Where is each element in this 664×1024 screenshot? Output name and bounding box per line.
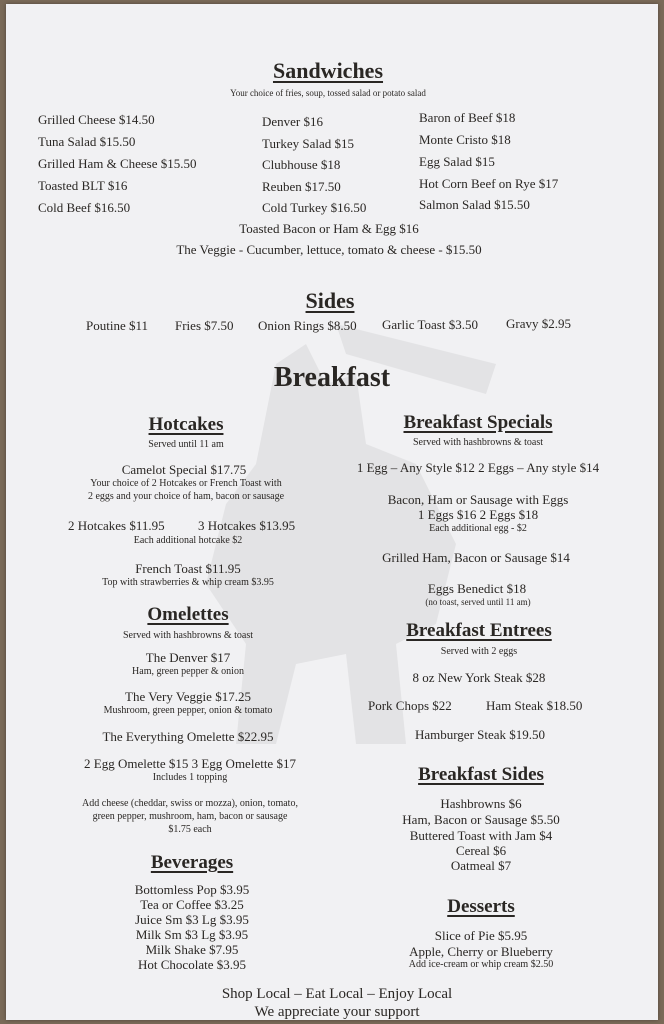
menu-item: Cold Beef $16.50 bbox=[38, 200, 131, 215]
menu-item: 2 Hotcakes $11.95 bbox=[68, 518, 165, 533]
menu-item: Denver $16 bbox=[262, 114, 324, 129]
item-description: 2 eggs and your choice of ham, bacon or sausage bbox=[87, 491, 285, 502]
item-description: $1.75 each bbox=[168, 824, 212, 835]
menu-item: Fries $7.50 bbox=[175, 318, 234, 333]
menu-item: Monte Cristo $18 bbox=[419, 132, 511, 147]
desserts-title: Desserts bbox=[447, 896, 515, 917]
menu-item: The Everything Omelette $22.95 bbox=[102, 729, 274, 744]
item-description: Apple, Cherry or Blueberry bbox=[409, 944, 553, 959]
menu-item: Ham Steak $18.50 bbox=[486, 698, 583, 713]
menu-item: Toasted Bacon or Ham & Egg $16 bbox=[239, 221, 419, 236]
menu-item: French Toast $11.95 bbox=[135, 561, 241, 576]
menu-item: Toasted BLT $16 bbox=[38, 178, 128, 193]
beverages-title: Beverages bbox=[150, 852, 234, 873]
footer-slogan: Shop Local – Eat Local – Enjoy Local bbox=[221, 986, 453, 1002]
menu-item: Slice of Pie $5.95 bbox=[434, 928, 528, 943]
menu-sheet bbox=[6, 4, 658, 1020]
item-description: Each additional hotcake $2 bbox=[133, 535, 243, 546]
menu-item: Hamburger Steak $19.50 bbox=[414, 727, 546, 742]
hotcakes-note: Served until 11 am bbox=[148, 439, 224, 450]
menu-item: Poutine $11 bbox=[86, 318, 148, 333]
menu-item: 8 oz New York Steak $28 bbox=[412, 670, 546, 685]
menu-item: Ham, Bacon or Sausage $5.50 bbox=[402, 812, 560, 827]
menu-item: Milk Shake $7.95 bbox=[145, 942, 239, 957]
menu-item: Cold Turkey $16.50 bbox=[262, 200, 367, 215]
menu-item: Hashbrowns $6 bbox=[440, 796, 522, 811]
menu-item: Egg Salad $15 bbox=[419, 154, 495, 169]
menu-item: 1 Eggs $16 2 Eggs $18 bbox=[417, 507, 539, 522]
menu-item: Garlic Toast $3.50 bbox=[382, 317, 478, 332]
menu-item: Oatmeal $7 bbox=[450, 858, 512, 873]
item-description: (no toast, served until 11 am) bbox=[425, 597, 531, 607]
sides-title: Sides bbox=[305, 288, 355, 313]
menu-item: Grilled Cheese $14.50 bbox=[38, 112, 155, 127]
menu-item: Salmon Salad $15.50 bbox=[419, 197, 530, 212]
item-description: Ham, green pepper & onion bbox=[132, 666, 244, 677]
menu-item: Grilled Ham, Bacon or Sausage $14 bbox=[382, 550, 570, 565]
sandwiches-subtitle: Your choice of fries, soup, tossed salad or potato salad bbox=[230, 88, 426, 98]
item-description: Top with strawberries & whip cream $3.95 bbox=[102, 577, 274, 588]
item-description: Each additional egg - $2 bbox=[429, 523, 527, 534]
menu-item: Baron of Beef $18 bbox=[419, 110, 516, 125]
menu-item: Reuben $17.50 bbox=[262, 179, 341, 194]
menu-item: Tea or Coffee $3.25 bbox=[140, 897, 244, 912]
item-description: Your choice of 2 Hotcakes or French Toast with bbox=[90, 478, 282, 489]
menu-item: The Very Veggie $17.25 bbox=[125, 689, 251, 704]
menu-item: Cereal $6 bbox=[455, 843, 507, 858]
hotcakes-title: Hotcakes bbox=[148, 414, 224, 435]
omelettes-note: Served with hashbrowns & toast bbox=[123, 630, 253, 641]
entrees-note: Served with 2 eggs bbox=[440, 646, 518, 657]
omelettes-title: Omelettes bbox=[147, 604, 229, 625]
menu-item: Camelot Special $17.75 bbox=[121, 462, 247, 477]
item-description: Mushroom, green pepper, onion & tomato bbox=[103, 705, 273, 716]
menu-item: The Denver $17 bbox=[145, 650, 231, 665]
item-description: Includes 1 topping bbox=[152, 772, 228, 783]
menu-item: Onion Rings $8.50 bbox=[258, 318, 357, 333]
menu-item: Gravy $2.95 bbox=[506, 316, 571, 331]
item-description: Add ice-cream or whip cream $2.50 bbox=[408, 959, 554, 970]
menu-item: 2 Egg Omelette $15 3 Egg Omelette $17 bbox=[84, 756, 296, 771]
menu-item: Eggs Benedict $18 bbox=[427, 581, 527, 596]
item-description: Add cheese (cheddar, swiss or mozza), onion, tomato, bbox=[82, 798, 298, 809]
menu-item: Milk Sm $3 Lg $3.95 bbox=[135, 927, 249, 942]
menu-item: Clubhouse $18 bbox=[262, 157, 341, 172]
entrees-title: Breakfast Entrees bbox=[406, 620, 552, 641]
item-description: green pepper, mushroom, ham, bacon or sausage bbox=[92, 811, 288, 822]
breakfast-title: Breakfast bbox=[273, 362, 391, 393]
menu-item: Pork Chops $22 bbox=[368, 698, 452, 713]
sandwiches-title: Sandwiches bbox=[272, 58, 384, 83]
menu-item: Bottomless Pop $3.95 bbox=[134, 882, 250, 897]
menu-item: Turkey Salad $15 bbox=[262, 136, 354, 151]
menu-item: Tuna Salad $15.50 bbox=[38, 134, 136, 149]
footer-thanks: We appreciate your support bbox=[254, 1004, 420, 1020]
menu-item: Juice Sm $3 Lg $3.95 bbox=[135, 912, 249, 927]
specials-note: Served with hashbrowns & toast bbox=[413, 437, 543, 448]
menu-item: The Veggie - Cucumber, lettuce, tomato & cheese - $15.50 bbox=[176, 242, 482, 257]
menu-item: Hot Chocolate $3.95 bbox=[138, 957, 246, 972]
menu-item: Buttered Toast with Jam $4 bbox=[409, 828, 553, 843]
menu-item: Hot Corn Beef on Rye $17 bbox=[419, 176, 559, 191]
menu-item: Grilled Ham & Cheese $15.50 bbox=[38, 156, 197, 171]
specials-title: Breakfast Specials bbox=[403, 412, 553, 433]
breakfast-sides-title: Breakfast Sides bbox=[418, 764, 544, 785]
menu-item: 1 Egg – Any Style $12 2 Eggs – Any style $14 bbox=[356, 460, 600, 475]
menu-item: Bacon, Ham or Sausage with Eggs bbox=[387, 492, 569, 507]
menu-item: 3 Hotcakes $13.95 bbox=[198, 518, 296, 533]
